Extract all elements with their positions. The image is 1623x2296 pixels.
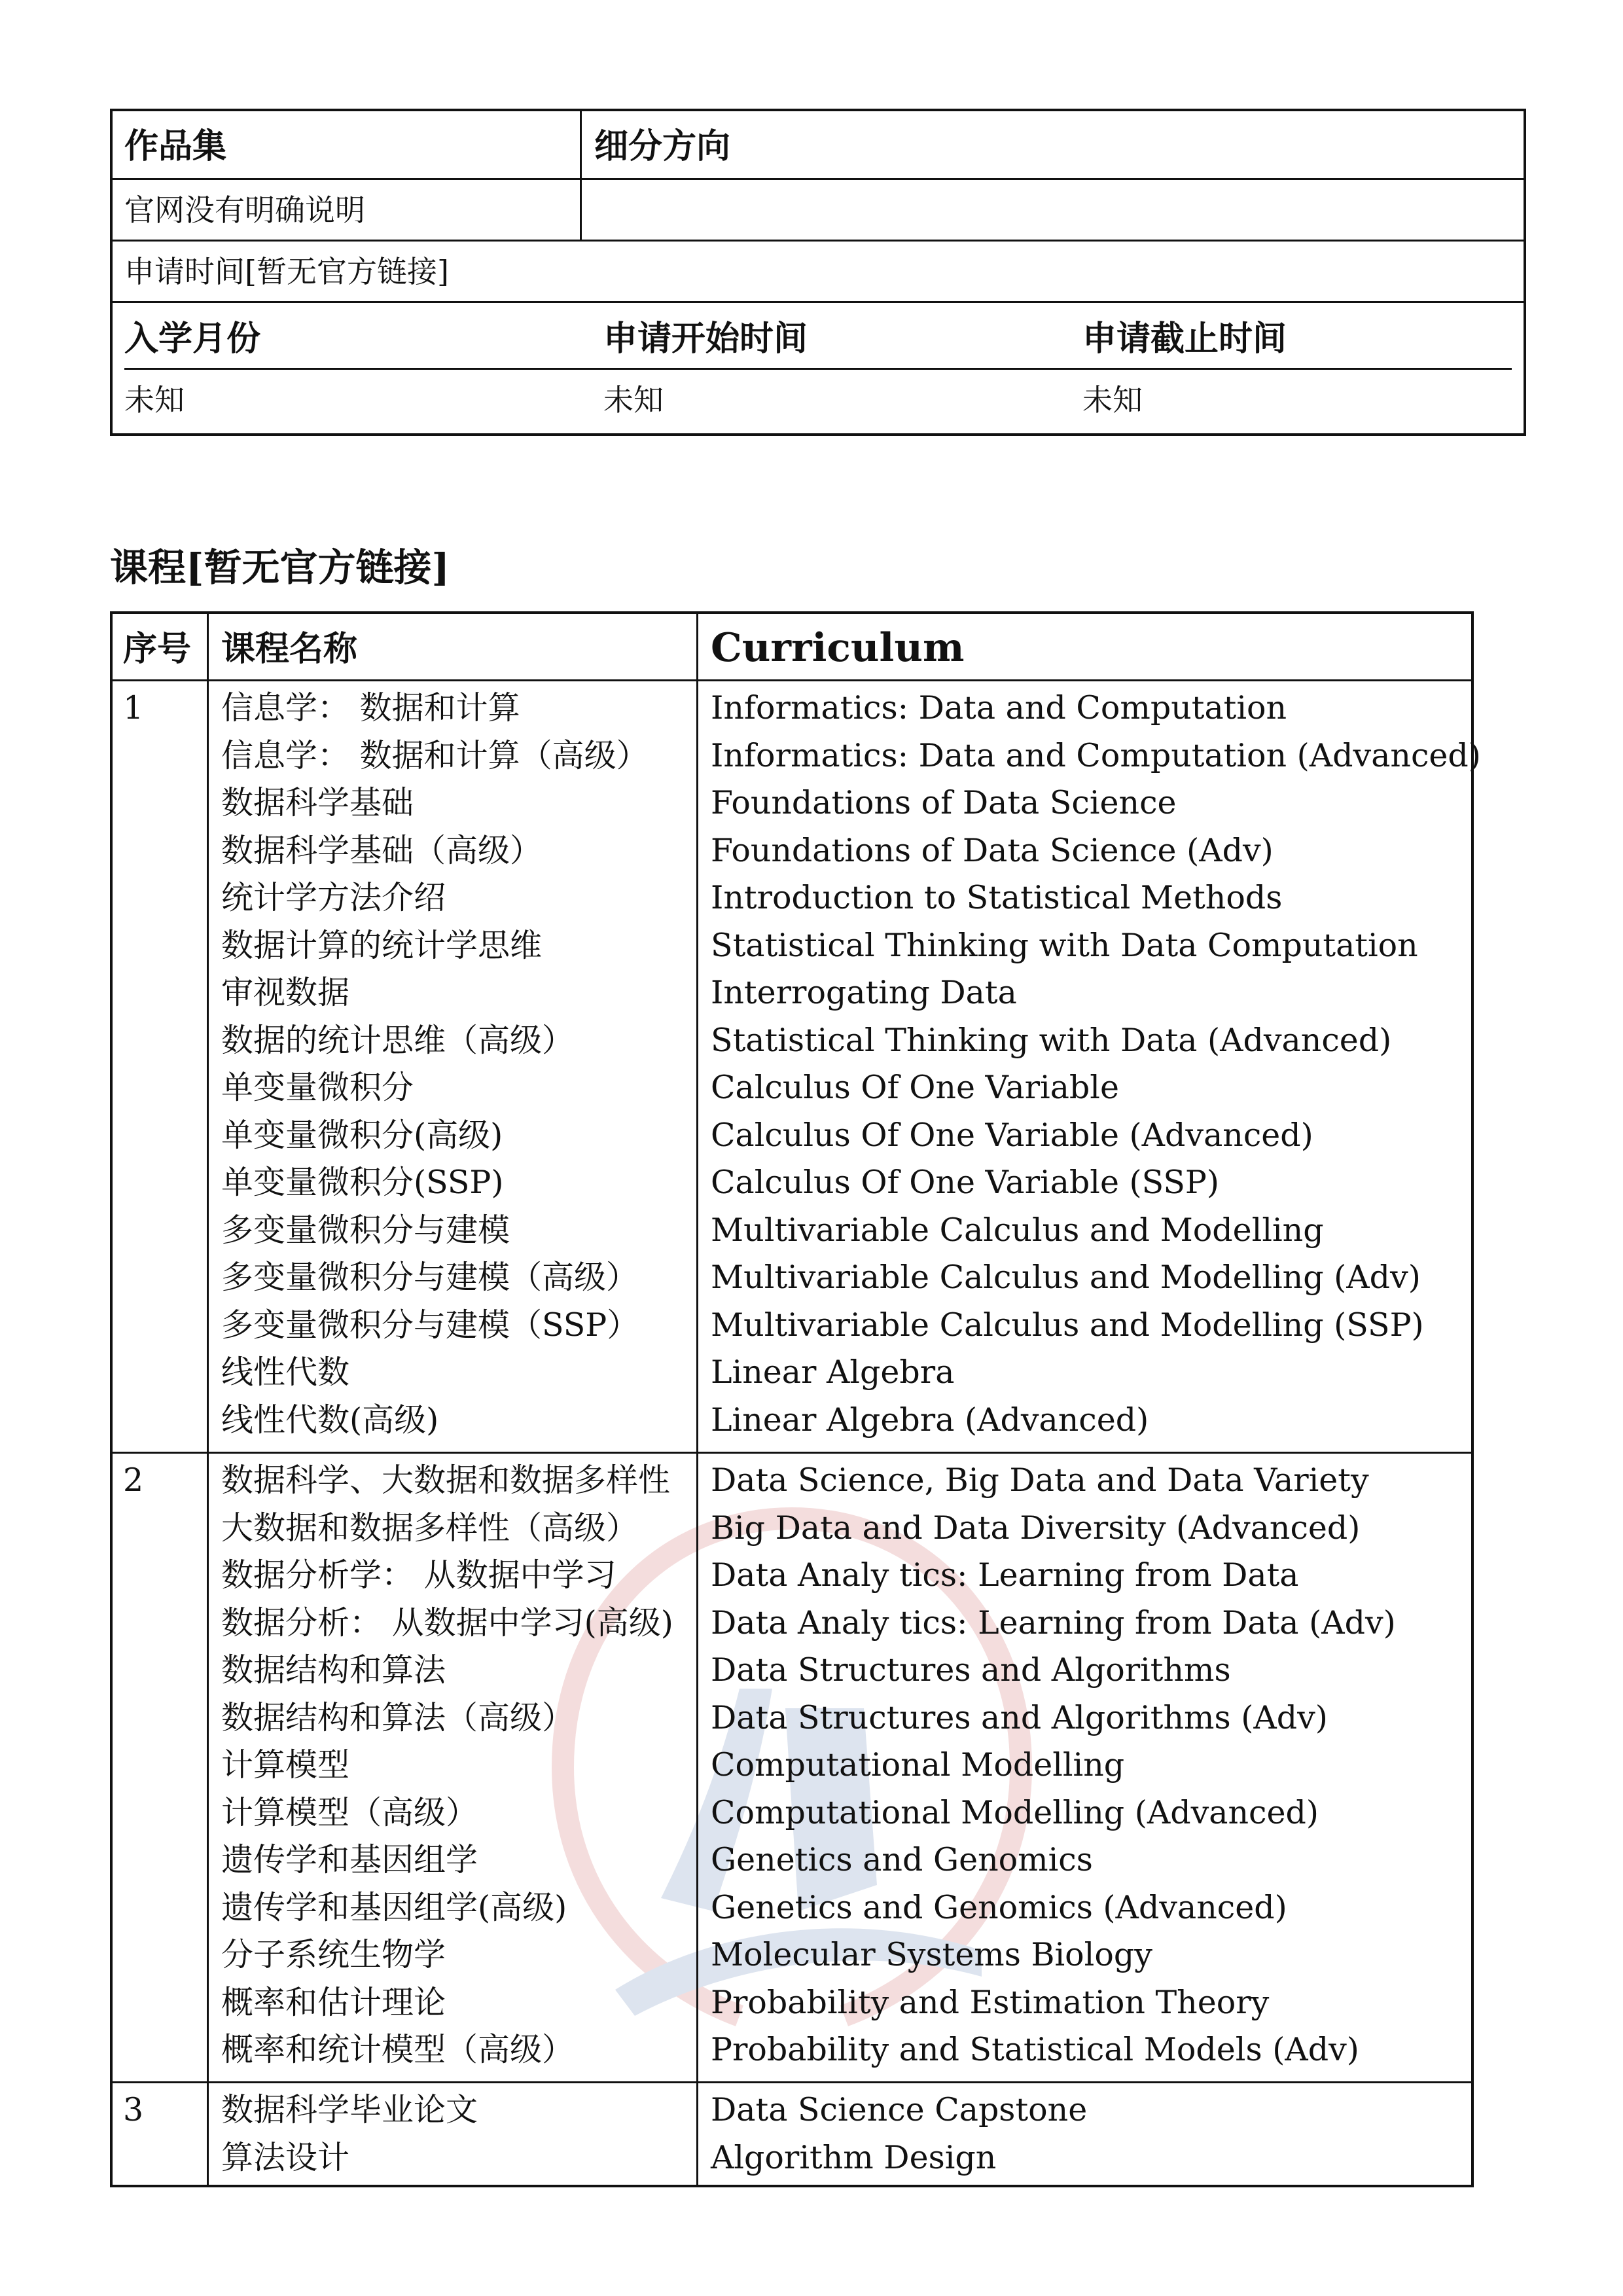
course-name-cn: 概率和估计理论: [221, 1983, 446, 2021]
portfolio-value: 官网没有明确说明: [124, 192, 365, 228]
course-list-cn: [221, 685, 649, 1444]
course-name-cn: 计算模型（高级）: [221, 1793, 478, 1831]
course-name-cn: 分子系统生物学: [221, 1936, 446, 1973]
intake-month-value: 未知: [124, 382, 185, 418]
course-name-en: Statistical Thinking with Data Computation: [711, 926, 1418, 964]
course-name-en: Calculus Of One Variable (SSP): [711, 1164, 1220, 1201]
course-name-en: Big Data and Data Diversity (Advanced): [711, 1509, 1361, 1547]
course-name-en: Data Structures and Algorithms: [711, 1651, 1231, 1689]
header-seq: 序号: [123, 629, 192, 669]
course-name-en: Computational Modelling (Advanced): [711, 1793, 1319, 1831]
course-table: [110, 611, 1481, 2187]
course-name-cn: 算法设计: [221, 2138, 350, 2176]
course-name-cn: 概率和统计模型（高级）: [221, 2031, 575, 2068]
course-name-en: Data Science, Big Data and Data Variety: [711, 1462, 1369, 1499]
intake-month-label: 入学月份: [124, 319, 261, 359]
course-list-en: [711, 685, 1481, 1444]
course-name-en: Genetics and Genomics (Advanced): [711, 1888, 1287, 1926]
course-name-cn: 数据分析： 从数据中学习(高级): [221, 1604, 673, 1641]
course-name-cn: 信息学： 数据和计算（高级）: [221, 736, 649, 774]
course-name-en: Probability and Statistical Models (Adv): [711, 2031, 1359, 2068]
course-list-cn: [221, 2087, 478, 2181]
header-curriculum: Curriculum: [711, 625, 965, 671]
course-name-en: Introduction to Statistical Methods: [711, 879, 1283, 916]
course-name-en: Informatics: Data and Computation: [711, 689, 1287, 726]
course-name-cn: 统计学方法介绍: [221, 879, 446, 916]
course-list-en: [711, 2087, 1087, 2181]
course-name-cn: 数据科学基础: [221, 784, 414, 821]
course-name-en: Informatics: Data and Computation (Advanced): [711, 736, 1481, 774]
course-name-en: Molecular Systems Biology: [711, 1936, 1152, 1973]
start-time-label: 申请开始时间: [603, 319, 808, 359]
course-name-cn: 遗传学和基因组学: [221, 1841, 478, 1878]
course-name-en: Computational Modelling: [711, 1746, 1125, 1784]
course-name-en: Calculus Of One Variable: [711, 1069, 1119, 1106]
course-name-cn: 数据结构和算法（高级）: [221, 1698, 575, 1736]
course-name-en: Data Analy tics: Learning from Data: [711, 1556, 1299, 1594]
course-name-cn: 线性代数(高级): [221, 1401, 439, 1439]
course-name-en: Linear Algebra (Advanced): [711, 1401, 1149, 1439]
courses-heading: 课程[暂无官方链接]: [110, 545, 450, 590]
deadline-label: 申请截止时间: [1082, 319, 1287, 359]
course-name-en: Foundations of Data Science: [711, 784, 1177, 821]
deadline-value: 未知: [1082, 382, 1143, 418]
course-name-cn: 遗传学和基因组学(高级): [221, 1888, 567, 1926]
course-list-cn: [221, 1457, 673, 2074]
program-info-box: [110, 109, 1526, 436]
course-name-cn: 信息学： 数据和计算: [221, 689, 520, 726]
course-name-en: Foundations of Data Science (Adv): [711, 831, 1274, 869]
course-name-cn: 数据科学基础（高级）: [221, 831, 543, 869]
header-course-name: 课程名称: [221, 629, 358, 669]
course-name-cn: 多变量微积分与建模: [221, 1211, 510, 1249]
portfolio-label: 作品集: [124, 126, 227, 166]
course-name-en: Genetics and Genomics: [711, 1841, 1093, 1878]
direction-label: 细分方向: [594, 126, 731, 166]
application-time: 申请时间[暂无官方链接]: [124, 254, 449, 289]
course-name-cn: 大数据和数据多样性（高级）: [221, 1509, 639, 1547]
course-name-en: Statistical Thinking with Data (Advanced): [711, 1021, 1392, 1059]
course-name-cn: 数据计算的统计学思维: [221, 926, 543, 964]
course-name-cn: 线性代数: [221, 1354, 350, 1391]
group-seq: 3: [123, 2091, 144, 2128]
course-list-en: [711, 1457, 1396, 2074]
course-name-cn: 审视数据: [221, 974, 350, 1011]
course-name-cn: 计算模型: [221, 1746, 350, 1784]
start-time-value: 未知: [603, 382, 664, 418]
course-name-cn: 数据分析学： 从数据中学习: [221, 1556, 616, 1594]
group-seq: 2: [123, 1462, 144, 1499]
course-name-cn: 数据结构和算法: [221, 1651, 446, 1689]
course-name-en: Data Structures and Algorithms (Adv): [711, 1698, 1328, 1736]
course-name-en: Multivariable Calculus and Modelling (SSP): [711, 1306, 1424, 1344]
course-name-cn: 单变量微积分(SSP): [221, 1164, 504, 1201]
course-name-en: Multivariable Calculus and Modelling (Adv): [711, 1259, 1421, 1296]
course-name-cn: 数据科学、大数据和数据多样性: [221, 1462, 671, 1499]
course-name-cn: 单变量微积分(高级): [221, 1116, 503, 1154]
course-name-en: Data Science Capstone: [711, 2091, 1088, 2128]
course-name-cn: 多变量微积分与建模（高级）: [221, 1259, 639, 1296]
course-name-cn: 数据的统计思维（高级）: [221, 1021, 575, 1059]
course-name-en: Data Analy tics: Learning from Data (Adv): [711, 1604, 1396, 1641]
course-name-cn: 单变量微积分: [221, 1069, 414, 1106]
course-name-en: Calculus Of One Variable (Advanced): [711, 1116, 1313, 1154]
course-name-en: Algorithm Design: [711, 2138, 997, 2176]
course-name-cn: 多变量微积分与建模（SSP）: [221, 1306, 639, 1344]
group-seq: 1: [123, 689, 144, 726]
course-name-cn: 数据科学毕业论文: [221, 2091, 478, 2128]
course-name-en: Multivariable Calculus and Modelling: [711, 1211, 1324, 1249]
course-name-en: Linear Algebra: [711, 1354, 955, 1391]
course-name-en: Interrogating Data: [711, 974, 1017, 1011]
course-name-en: Probability and Estimation Theory: [711, 1983, 1270, 2021]
